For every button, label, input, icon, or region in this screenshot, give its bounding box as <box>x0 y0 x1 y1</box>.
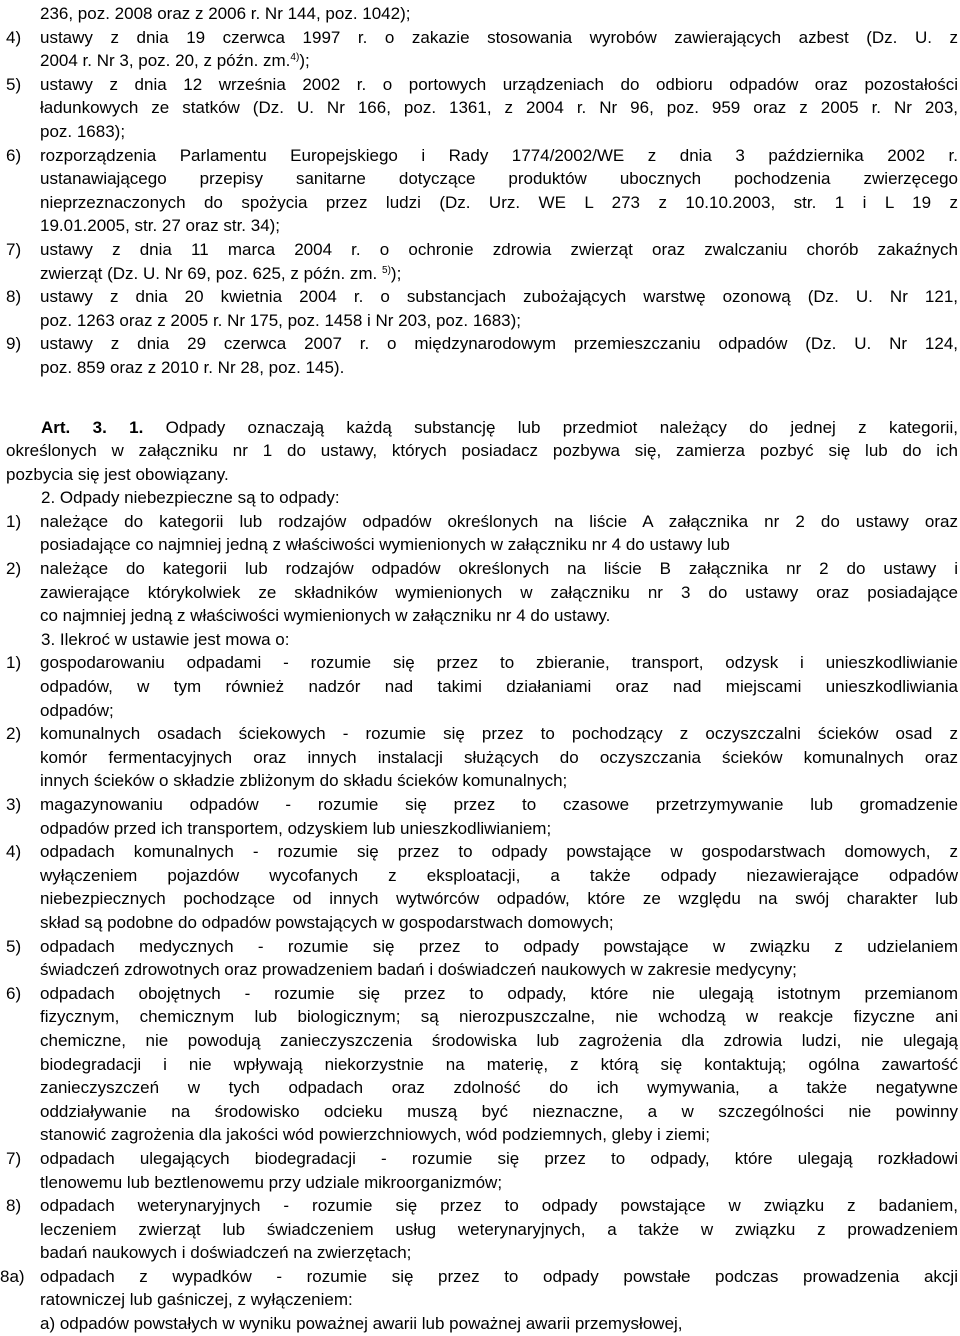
text-line: określonych w załączniku nr 1 do ustawy, których posiadacz pozbywa się, zamierza pozbyć się lub do ich <box>6 441 958 461</box>
definition-item-8 <box>6 1194 958 1265</box>
list-item-8 <box>6 285 958 332</box>
paragraph-3-heading: 3. Ilekroć w ustawie jest mowa o: <box>41 629 290 649</box>
item-number: 2) <box>6 559 22 579</box>
text-line: ustawy z dnia 11 marca 2004 r. o ochronie zdrowia zwierząt oraz zwalczaniu chorób zakaźnych <box>40 239 958 259</box>
text-line: chemiczne, nie powodują zanieczyszczenia środowiska lub zagrożenia dla zdrowia ludzi, nie ulegają <box>40 1030 958 1050</box>
text-fragment: ); <box>390 263 402 283</box>
text-line: odpadów; <box>40 700 114 720</box>
text-line: poz. 859 oraz z 2010 r. Nr 28, poz. 145). <box>40 357 345 377</box>
item-number: 8) <box>6 287 22 307</box>
text-line: odpadach medycznych - rozumie się przez to odpady powstające w związku z udzielaniem <box>40 936 958 956</box>
item-number: 7) <box>6 1148 22 1168</box>
text-line: innych ścieków o składzie zbliżonym do składu ścieków komunalnych; <box>40 771 568 791</box>
item-number: 2) <box>6 724 22 744</box>
item-number: 8) <box>6 1196 22 1216</box>
text-line: zawierające którykolwiek ze składników wymienionych w załączniku nr 3 do ustawy oraz posiadające <box>40 582 958 602</box>
item-number: 7) <box>6 239 22 259</box>
text-line: oddziaływanie na środowisko odcieku muszą być nieznaczne, a w szczególności nie powinny <box>40 1101 958 1121</box>
text-line: odpadach ulegających biodegradacji - rozumie się przez to odpady, które ulegają rozkładowi <box>40 1148 958 1168</box>
definition-item-5 <box>6 935 958 982</box>
item-number: 3) <box>6 795 22 814</box>
text-line: pozbycia się jest obowiązany. <box>6 464 229 484</box>
text-line: ratowniczej lub gaśniczej, z wyłączeniem: <box>40 1290 353 1310</box>
item-number: 4) <box>6 27 22 47</box>
text-line: stanowić zagrożenia dla jakości wód powierzchniowych, wód podziemnych, gleby i ziemi; <box>40 1125 710 1145</box>
item-number: 6) <box>6 145 22 165</box>
text-line: ustawy z dnia 19 czerwca 1997 r. o zakazie stosowania wyrobów zawierających azbest (Dz. U. z <box>40 27 958 47</box>
hazardous-item-1 <box>6 510 958 557</box>
text-line: wyłączeniem pojazdów wycofanych z eksploatacji, a także odpady niezawierające odpadów <box>40 865 958 885</box>
item-number: 6) <box>6 983 22 1003</box>
text-line: należące do kategorii lub rodzajów odpadów określonych na liście A załącznika nr 2 do ustawy oraz <box>40 511 958 531</box>
text-line: magazynowaniu odpadów - rozumie się przez to czasowe przetrzymywanie lub gromadzenie <box>40 795 958 814</box>
list-item-5 <box>6 73 958 144</box>
text-line: 19.01.2005, str. 27 oraz str. 34); <box>40 216 281 236</box>
text-line: ustawy z dnia 12 września 2002 r. o portowych urządzeniach do odbioru odpadów oraz pozostałości <box>40 74 958 94</box>
hazardous-item-2 <box>6 557 958 628</box>
text-line: odpadów, w tym również nadzór nad takimi działaniami oraz nad miejscami unieszkodliwiania <box>40 677 958 697</box>
text-line: odpadach komunalnych - rozumie się przez to odpady powstające w gospodarstwach domowych, z <box>40 842 958 862</box>
list-item-6 <box>6 144 958 238</box>
text-fragment: Odpady oznaczają każdą substancję lub przedmiot należący do jednej z kategorii, <box>165 417 958 437</box>
definition-item-6 <box>6 982 958 1147</box>
item-number: 5) <box>6 74 22 94</box>
text-line: rozporządzenia Parlamentu Europejskiego i Rady 1774/2002/WE z dnia 3 października 2002 r. <box>40 145 958 165</box>
text-line: ustanawiającego przepisy sanitarne dotyczące produktów ubocznych pochodzenia zwierzęcego <box>40 169 958 189</box>
definition-item-7 <box>6 1147 958 1194</box>
definition-item-1 <box>6 651 958 722</box>
list-item-7 <box>6 238 958 285</box>
text-line: leczeniem zwierząt lub świadczeniem usług weterynaryjnych, a także w związku z prowadzeniem <box>40 1219 958 1239</box>
item-number: 9) <box>6 334 22 354</box>
item-number: 4) <box>6 842 22 862</box>
text-line: komunalnych osadach ściekowych - rozumie się przez to pochodzący z oczyszczalni ścieków osad z <box>40 724 958 744</box>
definition-item-2 <box>6 722 958 793</box>
list-item-9 <box>6 332 958 379</box>
paragraph-gap <box>6 380 958 416</box>
item-number: 8a) <box>0 1266 25 1286</box>
text-line: a) odpadów powstałych w wyniku poważnej awarii lub poważnej awarii przemysłowej, <box>40 1314 683 1334</box>
text-line: należące do kategorii lub rodzajów odpadów określonych na liście B załącznika nr 2 do ustawy i <box>40 559 958 579</box>
footnote-ref: 4) <box>290 52 300 64</box>
text-line: badań naukowych i doświadczeń na zwierzętach; <box>40 1243 412 1263</box>
text-line: odpadów przed ich transportem, odzyskiem lub unieszkodliwianiem; <box>40 818 552 838</box>
text-line: zanieczyszczeń w tych odpadach oraz zdolność do ich wymywania, a także negatywne <box>40 1078 958 1098</box>
footnote-ref: 5) <box>382 264 391 276</box>
text-line: odpadach obojętnych - rozumie się przez to odpady, które nie ulegają istotnym przemianom <box>40 983 958 1003</box>
text-line: ładunkowych ze statków (Dz. U. Nr 166, poz. 1361, z 2004 r. Nr 96, poz. 959 oraz z 2005 r. Nr 203, <box>40 98 958 118</box>
text-fragment: zwierząt (Dz. U. Nr 69, poz. 625, z późn. zm. <box>40 263 378 283</box>
text-line: odpadach z wypadków - rozumie się przez to odpady powstałe podczas prowadzenia akcji <box>40 1266 958 1286</box>
text-line: posiadające co najmniej jedną z właściwości wymienionych w załączniku nr 4 do ustawy lub <box>40 535 730 555</box>
article-heading-line <box>6 416 958 440</box>
text-line: niebezpiecznych pochodzące od innych wytwórców odpadów, które ze względu na swój charakter lub <box>40 889 958 909</box>
text-line: co najmniej jedną z właściwości wymienionych w załączniku nr 4 do ustawy. <box>40 606 611 626</box>
text-line: tlenowemu lub beztlenowemu przy udziale mikroorganizmów; <box>40 1172 503 1192</box>
text-line: odpadach weterynaryjnych - rozumie się przez to odpady powstające w związku z badaniem, <box>40 1196 958 1216</box>
list-item-4 <box>6 26 958 73</box>
item-number: 1) <box>6 653 22 673</box>
text-line: biodegradacji i nie wpływają niekorzystnie na materię, z którą się kontaktują; ogólna zawartość <box>40 1054 958 1074</box>
definition-item-3 <box>6 793 958 840</box>
text-line: poz. 1263 oraz z 2005 r. Nr 175, poz. 1458 i Nr 203, poz. 1683); <box>40 310 522 330</box>
text-fragment: 2004 r. Nr 3, poz. 20, z późn. zm. <box>40 51 291 71</box>
text-line: nieprzeznaczonych do spożycia przez ludzi (Dz. Urz. WE L 273 z 10.10.2003, str. 1 i L 19 z <box>40 192 958 212</box>
text-line: ustawy z dnia 20 kwietnia 2004 r. o substancjach zubożających warstwę ozonową (Dz. U. Nr 121, <box>40 287 958 307</box>
text-line <box>40 49 958 73</box>
item-number: 5) <box>6 936 22 956</box>
text-line: komór fermentacyjnych oraz innych instalacji służących do oczyszczania ścieków komunalnych oraz <box>40 747 958 767</box>
text-line: skład są podobne do odpadów powstających w gospodarstwach domowych; <box>40 912 614 932</box>
definition-item-4 <box>6 840 958 934</box>
paragraph-2-heading: 2. Odpady niebezpieczne są to odpady: <box>41 488 340 508</box>
text-line: 236, poz. 2008 oraz z 2006 r. Nr 144, poz. 1042); <box>40 4 411 23</box>
text-line: fizycznym, chemicznym lub biologicznym; są nierozpuszczalne, nie wchodzą w reakcje fizyczne ani <box>40 1007 958 1027</box>
text-line: gospodarowaniu odpadami - rozumie się przez to zbieranie, transport, odzysk i unieszkodliwianie <box>40 653 958 673</box>
article-label: Art. 3. 1. <box>41 417 144 437</box>
text-line: ustawy z dnia 29 czerwca 2007 r. o międzynarodowym przemieszczaniu odpadów (Dz. U. Nr 124, <box>40 334 958 354</box>
text-line: poz. 1683); <box>40 121 126 141</box>
text-fragment: ); <box>299 51 310 71</box>
text-line <box>40 262 958 286</box>
item-number: 1) <box>6 511 22 531</box>
text-line: świadczeń zdrowotnych oraz prowadzeniem badań i doświadczeń naukowych w zakresie medycyny; <box>40 960 797 980</box>
definition-item-8a <box>0 1265 958 1336</box>
